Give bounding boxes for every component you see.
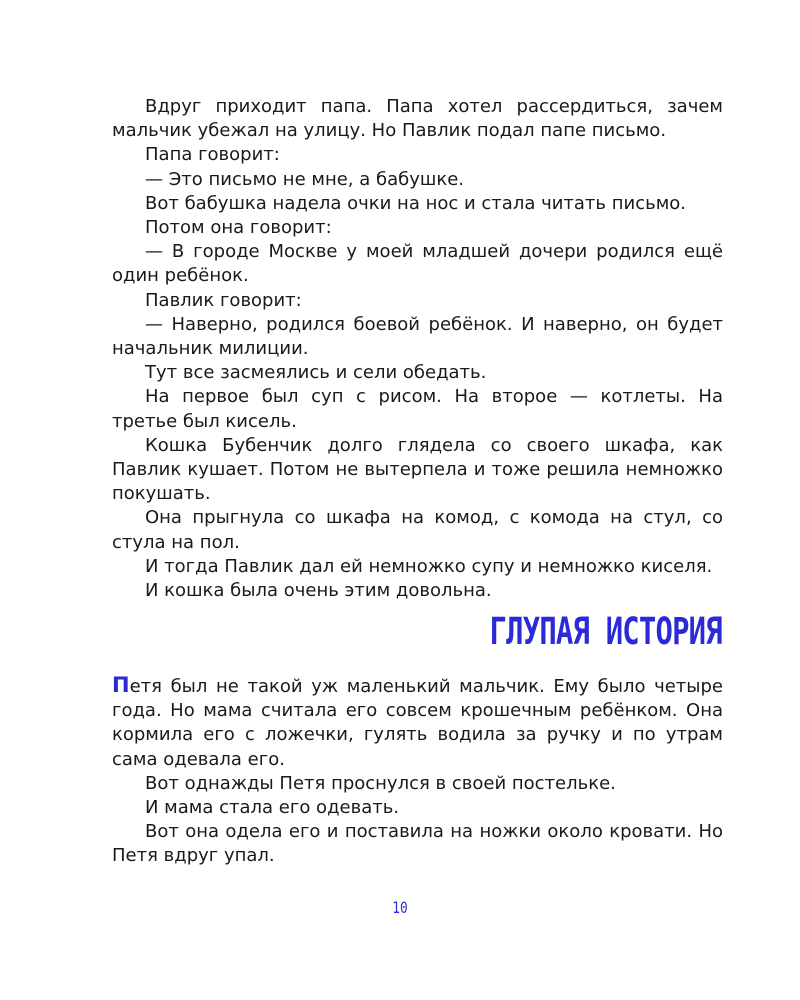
paragraph: Она прыгнула со шкафа на комод, с комода на стул, со стула на пол. xyxy=(112,507,723,553)
paragraph: Вот она одела его и поставила на ножки около кровати. Но Петя вдруг упал. xyxy=(112,821,723,867)
paragraph: — Наверно, родился боевой ребёнок. И наверно, он будет начальник милиции. xyxy=(112,313,723,360)
paragraph: Вот бабушка надела очки на нос и стала читать письмо. xyxy=(145,192,687,214)
paragraph: И тогда Павлик дал ей немножко супу и немножко киселя. xyxy=(145,555,713,577)
drop-cap: П xyxy=(112,673,130,697)
story-title: ГЛУПАЯ ИСТОРИЯ xyxy=(489,610,722,653)
paragraph: Вдруг приходит папа. Папа хотел рассердиться, зачем мальчик убежал на улицу. Но Павлик подал папе письмо. xyxy=(112,96,723,142)
paragraph: Вот однажды Петя проснулся в своей постельке. xyxy=(145,772,616,794)
paragraph: Кошка Бубенчик долго глядела со своего шкафа, как Павлик кушает. Потом не вытерпела и тоже решила немножко покушать. xyxy=(112,434,723,505)
paragraph: На первое был суп с рисом. На второе — котлеты. На третье был кисель. xyxy=(112,386,723,432)
story-text-continued xyxy=(112,95,723,603)
first-paragraph-text: етя был не такой уж маленький мальчик. Ему было четыре года. Но мама считала его совсем крошечным ребёнком. Она кормила его с ложечки, гулять водила за ручку и по утрам сама одевала его. xyxy=(112,676,723,770)
page-number: 10 xyxy=(392,898,408,917)
paragraph: Папа говорит: xyxy=(145,144,280,166)
story-text xyxy=(112,673,723,869)
paragraph: Тут все засмеялись и сели обедать. xyxy=(145,362,487,384)
paragraph: И кошка была очень этим довольна. xyxy=(145,580,492,602)
paragraph: Павлик говорит: xyxy=(145,289,302,311)
paragraph: — В городе Москве у моей младшей дочери родился ещё один ребёнок. xyxy=(112,241,723,287)
paragraph: Потом она говорит: xyxy=(145,217,332,239)
paragraph: И мама стала его одевать. xyxy=(145,797,400,819)
paragraph: — Это письмо не мне, а бабушке. xyxy=(145,168,464,190)
first-paragraph xyxy=(112,673,723,772)
